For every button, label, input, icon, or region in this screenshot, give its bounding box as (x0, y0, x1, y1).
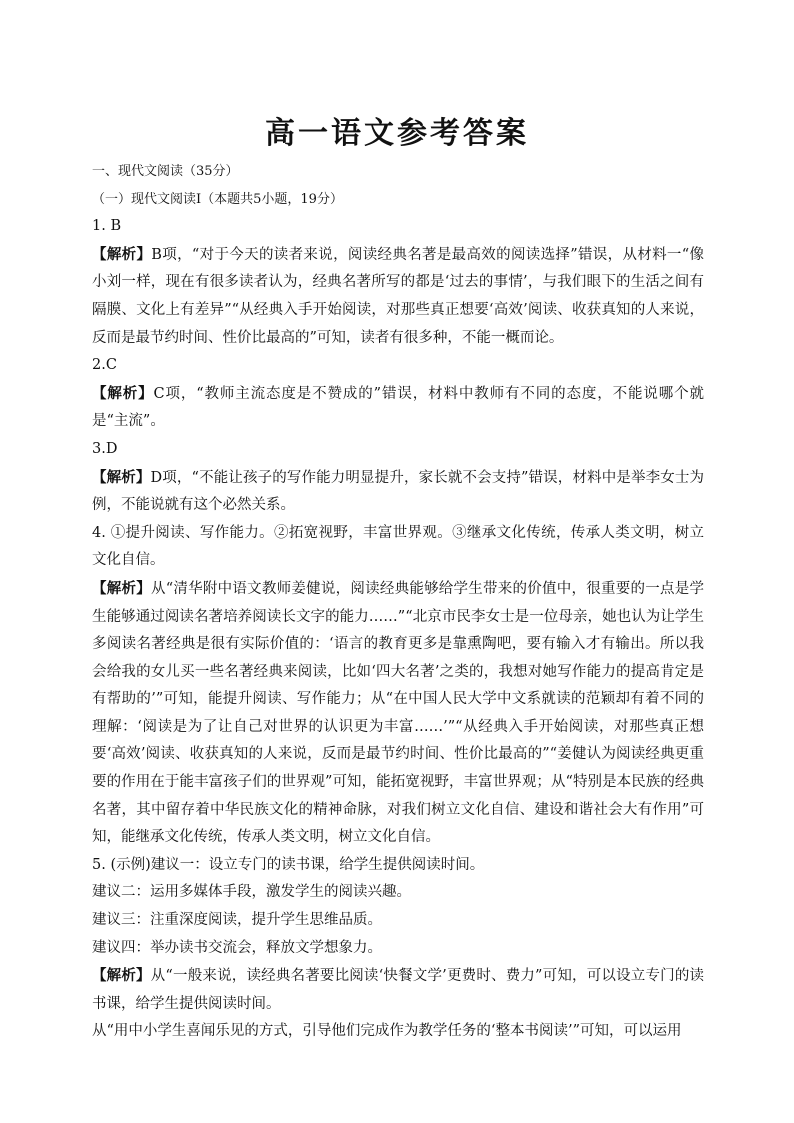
analysis-text: 从“清华附中语文教师姜健说，阅读经典能够给学生带来的价值中，很重要的一点是学生能够通过阅读名著培养阅读长文字的能力……”“北京市民李女士是一位母亲，她也认为让学生多阅读名著经典是很有实际价值的：‘语言的教育更多是靠熏陶吧，要有输入才有输出。所以我会给我的女儿买一些名著经典来阅读，比如‘四大名著’之类的，我想对她写作能力的提高肯定是有帮助的’”可知，能提升阅读、写作能力；从“在中国人民大学中文系就读的范颖却有着不同的理解：‘阅读是为了让自己对世界的认识更为丰富……’”“从经典入手开始阅读，对那些真正想要‘高效’阅读、收获真知的人来说，反而是最节约时间、性价比最高的”“姜健认为阅读经典更重要的作用在于能丰富孩子们的世界观”可知，能拓宽视野，丰富世界观；从“特别是本民族的经典名著，其中留存着中华民族文化的精神命脉，对我们树立文化自信、建设和谐社会大有作用”可知，能继承文化传统，传承人类文明，树立文化自信。 (92, 580, 704, 846)
subsection-heading: （一）现代文阅读Ⅰ（本题共5小题，19分） (92, 191, 343, 207)
answer-1: 1. B (92, 218, 122, 235)
suggestion-4: 建议四：举办读书交流会，释放文学想象力。 (92, 939, 382, 956)
analysis-text: B项，“对于今天的读者来说，阅读经典名著是最高效的阅读选择”错误，从材料一“像小刘一样，现在有很多读者认为，经典名著所写的都是‘过去的事情’，与我们眼下的生活之间有隔膜、文化上有差异”“从经典入手开始阅读，对那些真正想要‘高效’阅读、收获真知的人来说，反而是最节约时间、性价比最高的”可知，读者有很多种，不能一概而论。 (92, 246, 704, 346)
answer-body (92, 158, 704, 1046)
suggestion-2: 建议二：运用多媒体手段，激发学生的阅读兴趣。 (92, 884, 411, 901)
analysis-tag: 【解析】 (92, 579, 151, 597)
analysis-5 (92, 962, 704, 1018)
answer-2: 2.C (92, 357, 117, 374)
section-heading: 一、现代文阅读（35分） (92, 164, 239, 179)
suggestion-3: 建议三：注重深度阅读，提升学生思维品质。 (92, 912, 382, 929)
answer-4: 4. ①提升阅读、写作能力。②拓宽视野，丰富世界观。③继承文化传统，传承人类文明，树立文化自信。 (92, 524, 704, 569)
analysis-3 (92, 464, 704, 520)
analysis-text: 从“一般来说，读经典名著要比阅读‘快餐文学’更费时、费力”可知，可以设立专门的读书课，给学生提供阅读时间。 (92, 968, 705, 1012)
analysis-text: D项，“不能让孩子的写作能力明显提升，家长就不会支持”错误，材料中是举李女士为例，不能说就有这个必然关系。 (92, 469, 704, 514)
analysis-text: C项，“教师主流态度是不赞成的”错误，材料中教师有不同的态度，不能说哪个就是“主流”。 (92, 385, 705, 430)
analysis-4 (92, 575, 704, 852)
analysis-tag: 【解析】 (92, 468, 151, 486)
page-title: 高一语文参考答案 (265, 116, 529, 151)
analysis-tag: 【解析】 (92, 967, 151, 985)
analysis-5-continued: 从“用中小学生喜闻乐见的方式，引导他们完成作为教学任务的‘整本书阅读’”可知，可以运用 (92, 1023, 682, 1040)
answer-5: 5. (示例)建议一：设立专门的读书课，给学生提供阅读时间。 (92, 856, 485, 873)
analysis-tag: 【解析】 (92, 245, 152, 263)
analysis-tag: 【解析】 (92, 384, 154, 402)
analysis-2 (92, 380, 704, 436)
analysis-1 (92, 241, 704, 352)
answer-3: 3.D (92, 440, 118, 457)
